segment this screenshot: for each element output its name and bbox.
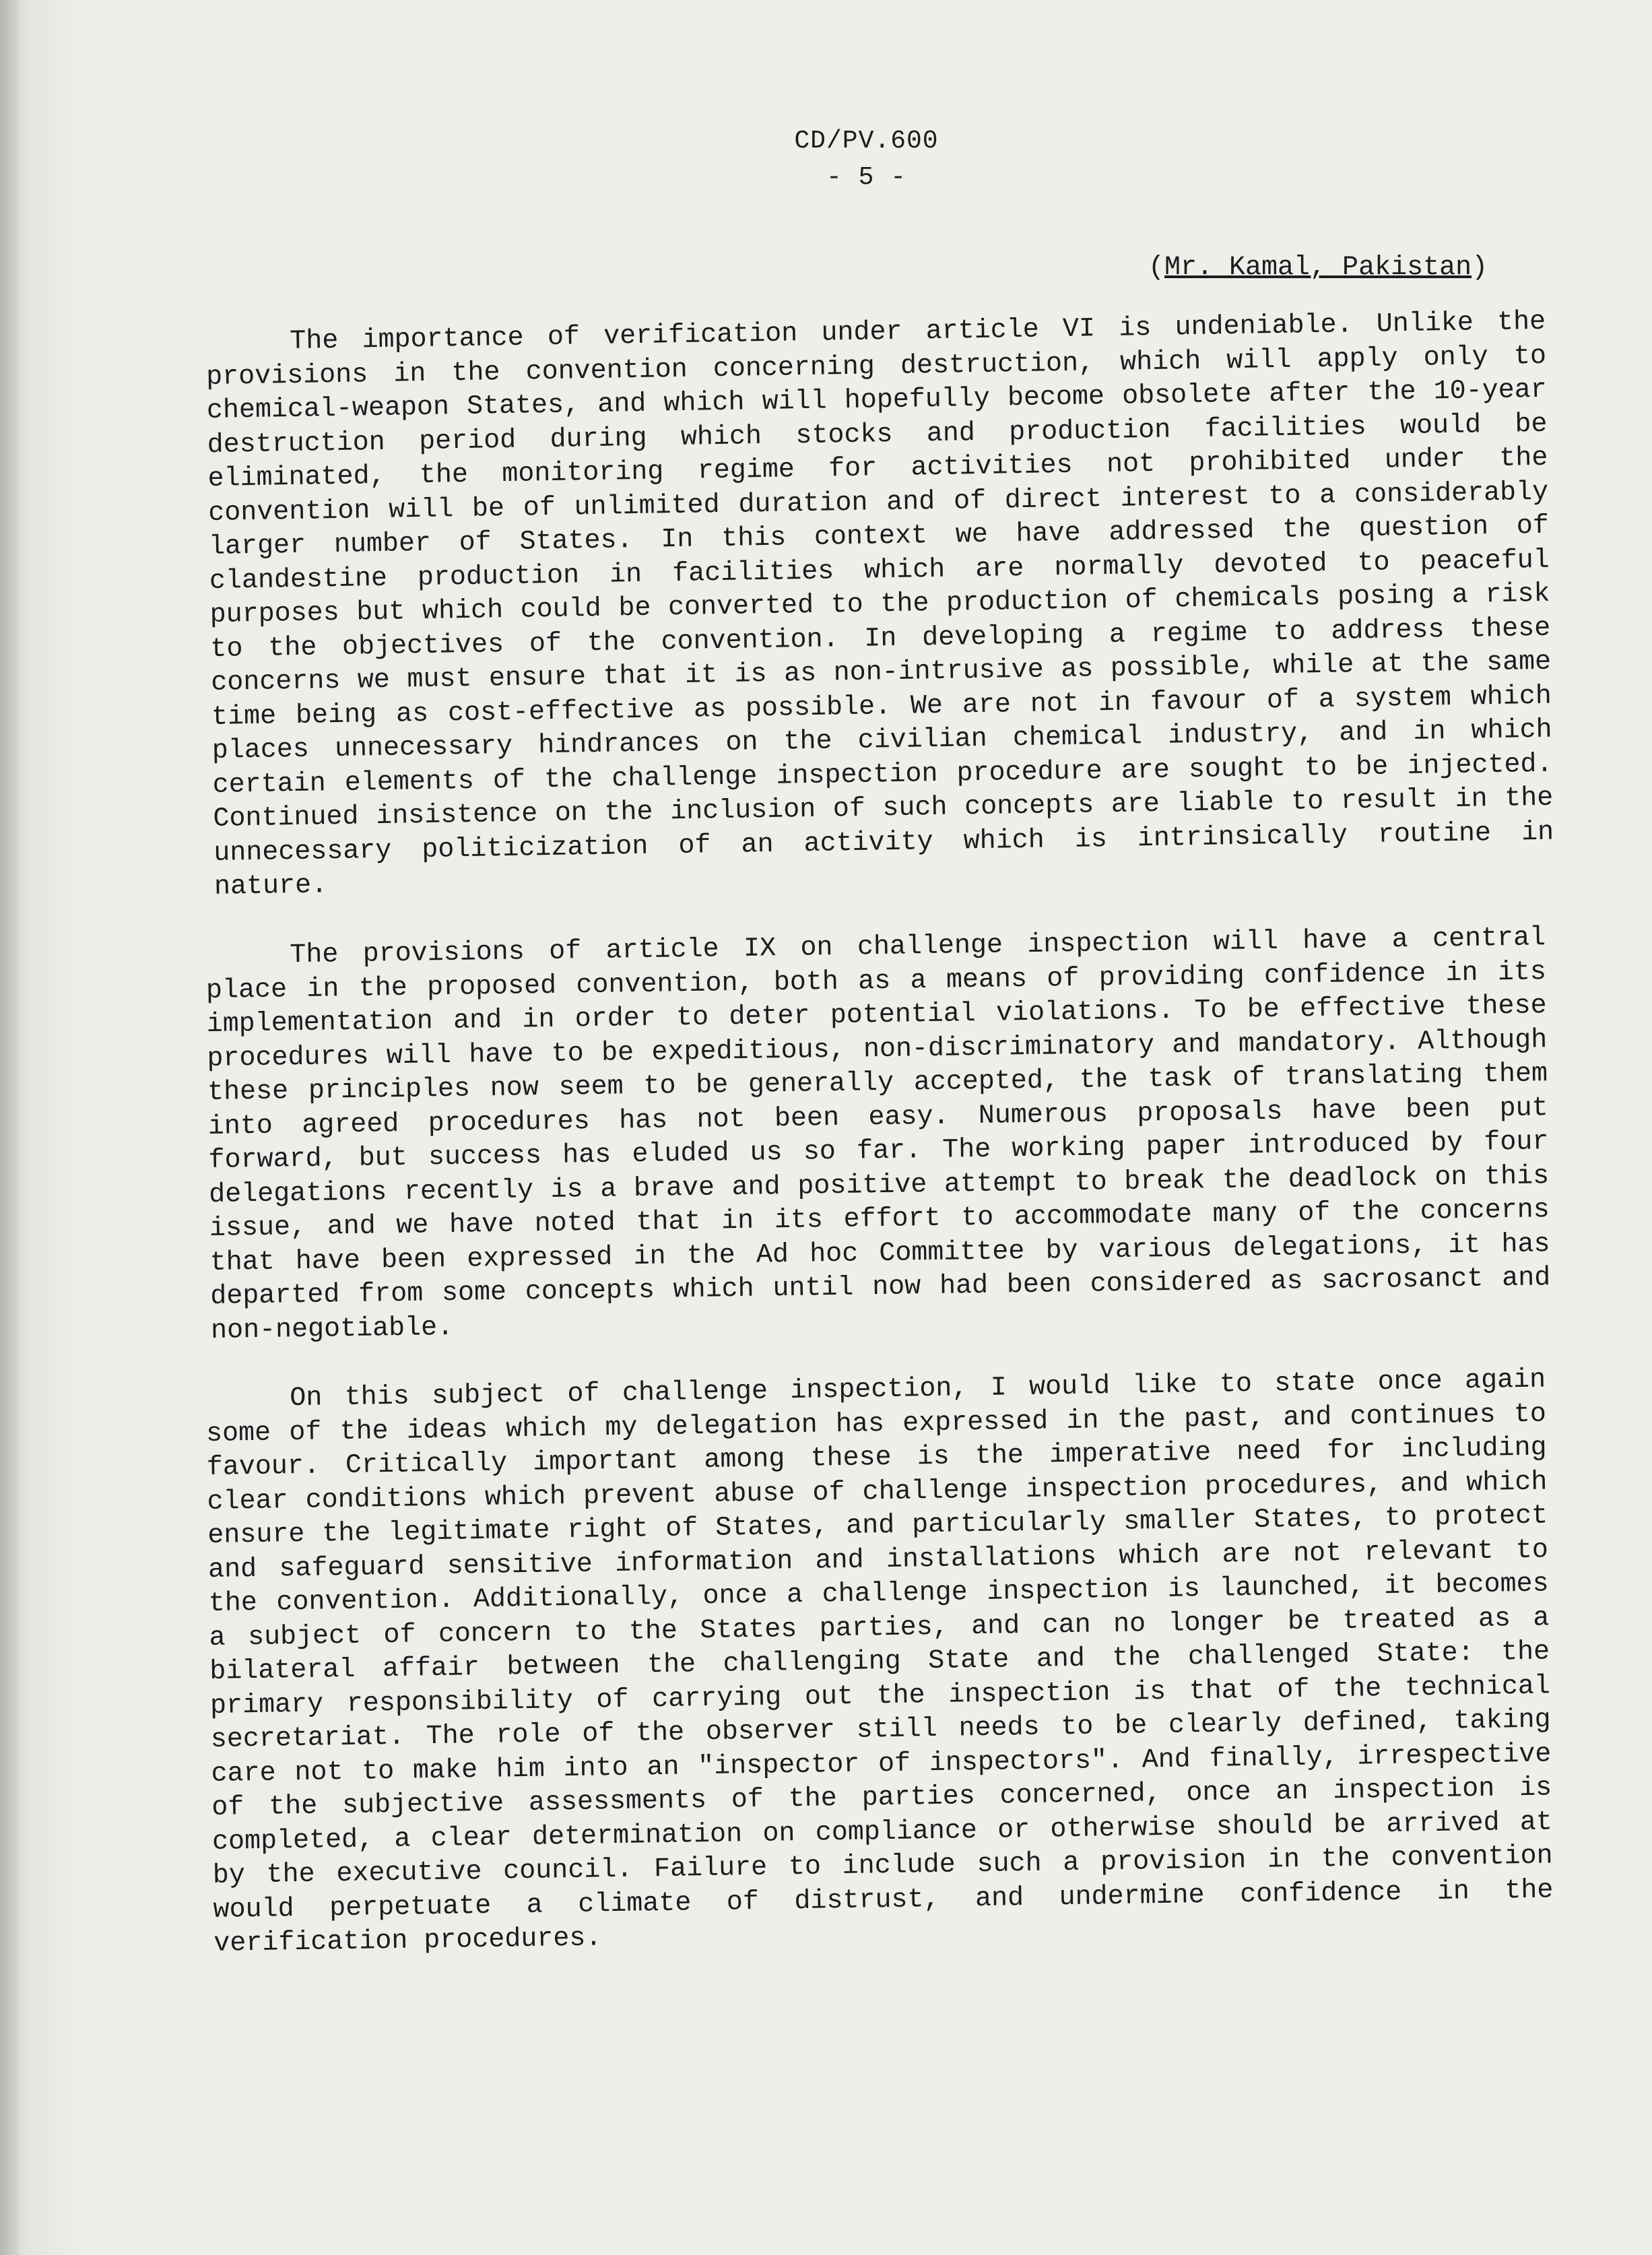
speaker-close-paren: ) [1472, 253, 1488, 283]
speaker-open-paren: ( [1148, 253, 1165, 283]
page-shadow-edge [0, 0, 19, 2255]
page-number: - 5 - [826, 163, 907, 192]
document-symbol: CD/PV.600 [794, 127, 939, 156]
paragraph-challenge-inspection-article-ix: The provisions of article IX on challenge inspection will have a central place in the proposed convention, both as a means of providing confidence in its implementation and in order to deter potential violations. To be effective these procedures will have to be expeditious, non-discriminatory and mandatory. Although these principles now seem to be generally accepted, the task of translating them into agreed procedures has not been easy. Numerous proposals have been put forward, but success has eluded us so far. The working paper introduced by four delegations recently is a brave and positive attempt to break the deadlock on this issue, and we have noted that in its effort to accommodate many of the concerns that have been expressed in the Ad hoc Committee by various delegations, it has departed from some concepts which until now had been considered as sacrosanct and non-negotiable. [205, 922, 1551, 1346]
document-body [205, 306, 1554, 1996]
paragraph-delegation-position: On this subject of challenge inspection, I would like to state once again some of the ideas which my delegation has expressed in the past, and continues to favour. Critically important among these is the imperative need for including clear conditions which prevent abuse of challenge inspection procedures, and which ensure the legitimate right of States, and particularly smaller States, to protect and safeguard sensitive information and installations which are not relevant to the convention. Additionally, once a challenge inspection is launched, it becomes a subject of concern to the States parties, and can no longer be treated as a bilateral affair between the challenging State and the challenged State: the primary responsibility of carrying out the inspection is that of the technical secretariat. The role of the observer still needs to be clearly defined, taking care not to make him into an "inspector of inspectors". And finally, irrespective of the subjective assessments of the parties concerned, once an inspection is completed, a clear determination on compliance or otherwise should be arrived at by the executive council. Failure to include such a provision in the convention would perpetuate a climate of distrust, and undermine confidence in the verification procedures. [205, 1364, 1554, 1959]
speaker-name: Mr. Kamal, Pakistan [1164, 253, 1472, 283]
speaker-attribution [1148, 253, 1488, 283]
paragraph-verification-article-vi: The importance of verification under article VI is undeniable. Unlike the provisions in the convention concerning destruction, which will apply only to chemical-weapon States, and which will hopefully become obsolete after the 10-year destruction period during which stocks and production facilities would be eliminated, the monitoring regime for activities not prohibited under the convention will be of unlimited duration and of direct interest to a considerably larger number of States. In this context we have addressed the question of clandestine production in facilities which are normally devoted to peaceful purposes but which could be converted to the production of chemicals posing a risk to the objectives of the convention. In developing a regime to address these concerns we must ensure that it is as non-intrusive as possible, while at the same time being as cost-effective as possible. We are not in favour of a system which places unnecessary hindrances on the civilian chemical industry, and in which certain elements of the challenge inspection procedure are sought to be injected. Continued insistence on the inclusion of such concepts are liable to result in the unnecessary politicization of an activity which is intrinsically routine in nature. [205, 306, 1554, 903]
